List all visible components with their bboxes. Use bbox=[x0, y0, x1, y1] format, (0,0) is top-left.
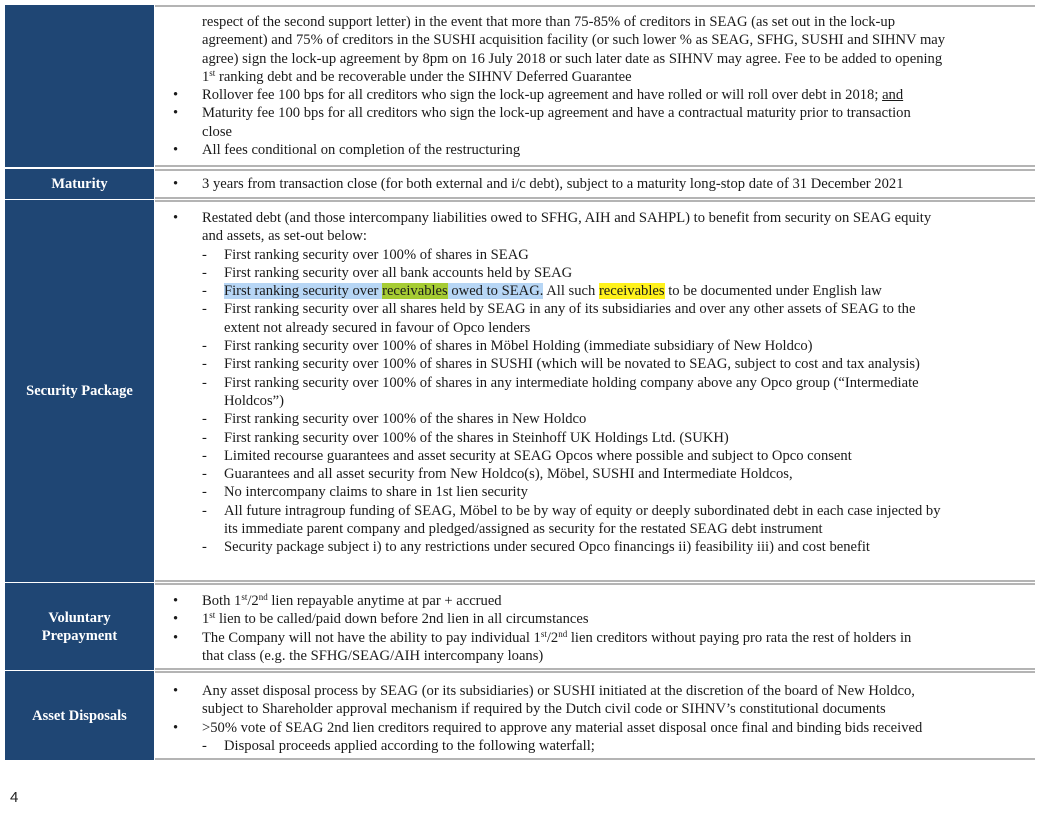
term-row-security-package bbox=[5, 200, 1035, 582]
dash-icon: - bbox=[202, 301, 207, 318]
text-line: its immediate parent company and pledged/assigned as security for the restated SEAG debt instrument bbox=[224, 521, 823, 538]
dash-icon: - bbox=[202, 283, 207, 300]
bullet-item: • Restated debt (and those intercompany liabilities owed to SFHG, AIH and SAHPL) to benefit from security on SEAG equity bbox=[173, 210, 932, 226]
text-line: Holdcos”) bbox=[224, 392, 284, 409]
dash-item: - Guarantees and all asset security from New Holdco(s), Möbel, SUSHI and Intermediate Holdcos, bbox=[202, 466, 793, 483]
row-label: Voluntary Prepayment bbox=[5, 583, 154, 670]
row-label bbox=[5, 5, 154, 167]
dash-item-highlighted[interactable]: - First ranking security over receivables owed to SEAG. All such receivables to be documented under English law bbox=[202, 283, 882, 300]
dash-item: - First ranking security over all shares held by SEAG in any of its subsidiaries and over any other assets of SEAG to the bbox=[202, 301, 916, 318]
search-highlight-receivables: receivables bbox=[598, 283, 665, 300]
row-content bbox=[155, 169, 1035, 199]
dash-icon: - bbox=[202, 374, 207, 391]
text-line: agreement) and 75% of creditors in the SUSHI acquisition facility (or such lower % as SEAG, SFHG, SUSHI and SIHNV may bbox=[202, 32, 946, 49]
row-content bbox=[155, 583, 1035, 670]
search-highlight-receivables: receivables bbox=[382, 283, 448, 300]
term-row-maturity bbox=[5, 169, 1035, 199]
bullet-item: • Both 1st/2nd lien repayable anytime at par + accrued bbox=[173, 592, 502, 609]
dash-item: - First ranking security over 100% of the shares in Steinhoff UK Holdings Ltd. (SUKH) bbox=[202, 429, 729, 446]
bullet-item: • >50% vote of SEAG 2nd lien creditors required to approve any material asset disposal once final and binding bids received bbox=[173, 719, 923, 736]
text-selection[interactable]: First ranking security over receivables owed to SEAG. bbox=[224, 283, 544, 300]
dash-icon: - bbox=[202, 737, 207, 754]
bullet-icon: • bbox=[173, 105, 179, 122]
bullet-icon: • bbox=[173, 611, 179, 628]
dash-item: - First ranking security over 100% of shares in SEAG bbox=[202, 246, 529, 263]
dash-icon: - bbox=[202, 356, 207, 373]
bullet-item: • Rollover fee 100 bps for all creditors who sign the lock-up agreement and have rolled or will roll over debt in 2018; and bbox=[173, 87, 904, 104]
bullet-icon: • bbox=[173, 176, 179, 192]
dash-item: - Disposal proceeds applied according to the following waterfall; bbox=[202, 737, 595, 754]
bullet-icon: • bbox=[173, 87, 179, 104]
text-line: extent not already secured in favour of Opco lenders bbox=[224, 319, 531, 336]
bullet-icon: • bbox=[173, 719, 179, 736]
term-row-asset-disposals bbox=[5, 671, 1035, 760]
dash-icon: - bbox=[202, 539, 207, 556]
bullet-icon: • bbox=[173, 593, 179, 609]
dash-item: - First ranking security over all bank accounts held by SEAG bbox=[202, 264, 573, 281]
row-label: Asset Disposals bbox=[5, 671, 154, 760]
text-line: agree) sign the lock-up agreement by 8pm on 16 July 2018 or such later date as SIHNV may agree. Fee to be added to opening bbox=[202, 50, 943, 67]
row-content bbox=[155, 5, 1035, 167]
bullet-item: • Any asset disposal process by SEAG (or its subsidiaries) or SUSHI initiated at the discretion of the board of New Holdco, bbox=[173, 683, 915, 699]
text-line: close bbox=[202, 123, 232, 140]
dash-icon: - bbox=[202, 338, 207, 355]
text-line: respect of the second support letter) in the event that more than 75-85% of creditors in SEAG (as set out in the lock-up bbox=[202, 14, 896, 30]
bullet-item: • 1st lien to be called/paid down before 2nd lien in all circumstances bbox=[173, 610, 589, 628]
dash-icon: - bbox=[202, 264, 207, 281]
dash-icon: - bbox=[202, 466, 207, 483]
dash-item: - First ranking security over 100% of shares in any intermediate holding company above any Opco group (“Intermediate bbox=[202, 374, 919, 391]
dash-icon: - bbox=[202, 429, 207, 446]
page-number: 4 bbox=[10, 789, 19, 806]
text-line: 1st ranking debt and be recoverable under the SIHNV Deferred Guarantee bbox=[202, 67, 632, 85]
row-content bbox=[155, 200, 1035, 582]
dash-icon: - bbox=[202, 447, 207, 464]
bullet-icon: • bbox=[173, 210, 179, 226]
bullet-icon: • bbox=[173, 142, 179, 159]
row-label: Maturity bbox=[5, 169, 154, 199]
dash-icon: - bbox=[202, 411, 207, 428]
dash-icon: - bbox=[202, 246, 207, 263]
bullet-item: • 3 years from transaction close (for both external and i/c debt), subject to a maturity long-stop date of 31 December 2021 bbox=[173, 176, 904, 192]
term-row-fees bbox=[5, 5, 1035, 167]
dash-icon: - bbox=[202, 484, 207, 501]
bullet-item: • The Company will not have the ability to pay individual 1st/2nd lien creditors without paying pro rata the rest of holders in bbox=[173, 628, 912, 646]
dash-item: - Limited recourse guarantees and asset security at SEAG Opcos where possible and subject to Opco consent bbox=[202, 447, 852, 464]
term-row-voluntary-prepayment bbox=[5, 583, 1035, 670]
dash-icon: - bbox=[202, 502, 207, 519]
bullet-icon: • bbox=[173, 683, 179, 699]
bullet-item: • All fees conditional on completion of the restructuring bbox=[173, 142, 521, 159]
row-content bbox=[155, 671, 1035, 760]
dash-item: - Security package subject i) to any restrictions under secured Opco financings ii) feasibility iii) and cost benefit bbox=[202, 539, 870, 556]
dash-item: - All future intragroup funding of SEAG, Möbel to be by way of equity or deeply subordinated debt in each case injected by bbox=[202, 502, 941, 519]
dash-item: - No intercompany claims to share in 1st lien security bbox=[202, 484, 528, 501]
text-line: subject to Shareholder approval mechanism if required by the Dutch civil code or SIHNV’s constitutional documents bbox=[202, 701, 886, 718]
dash-item: - First ranking security over 100% of shares in SUSHI (which will be novated to SEAG, subject to cost and tax analysis) bbox=[202, 356, 920, 373]
row-label: Security Package bbox=[5, 200, 154, 582]
bullet-item: • Maturity fee 100 bps for all creditors who sign the lock-up agreement and have a contractual maturity prior to transaction bbox=[173, 105, 911, 122]
text-line: that class (e.g. the SFHG/SEAG/AIH intercompany loans) bbox=[202, 647, 544, 664]
dash-item: - First ranking security over 100% of shares in Möbel Holding (immediate subsidiary of New Holdco) bbox=[202, 338, 813, 355]
text-line: and assets, as set-out below: bbox=[202, 228, 367, 245]
bullet-icon: • bbox=[173, 629, 179, 646]
dash-item: - First ranking security over 100% of the shares in New Holdco bbox=[202, 411, 587, 428]
